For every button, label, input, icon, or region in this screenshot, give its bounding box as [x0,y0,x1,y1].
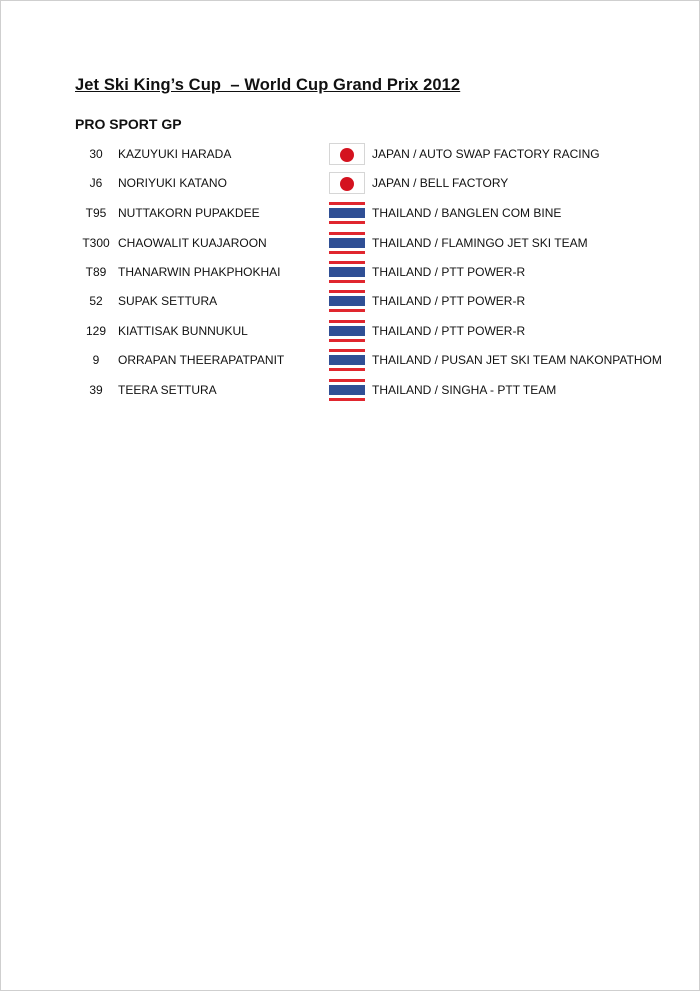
race-number: 52 [89,294,103,308]
thailand-flag-icon [329,232,365,254]
race-number: T95 [85,206,107,220]
entry-row [1,349,699,373]
race-number: T89 [85,265,107,279]
entry-row [1,202,699,226]
race-number: T300 [82,236,110,250]
rider-name: KIATTISAK BUNNUKUL [118,324,248,338]
thailand-flag-icon [329,290,365,312]
thailand-flag-icon [329,349,365,371]
race-number: 129 [85,324,107,338]
thailand-flag-icon [329,261,365,283]
japan-flag-icon [329,172,365,194]
thailand-flag-icon [329,379,365,401]
rider-name: KAZUYUKI HARADA [118,147,232,161]
country-team: THAILAND / PTT POWER-R [372,294,526,308]
rider-name: ORRAPAN THEERAPATPANIT [118,353,285,367]
country-team: THAILAND / PUSAN JET SKI TEAM NAKONPATHOM [372,353,662,367]
race-number: 9 [92,353,100,367]
rider-name: NUTTAKORN PUPAKDEE [118,206,260,220]
country-team: THAILAND / BANGLEN COM BINE [372,206,562,220]
entry-row [1,143,699,167]
rider-name: TEERA SETTURA [118,383,217,397]
entry-row [1,261,699,285]
rider-name: NORIYUKI KATANO [118,176,227,190]
section-heading: PRO SPORT GP [75,116,182,132]
rider-name: CHAOWALIT KUAJAROON [118,236,267,250]
thailand-flag-icon [329,202,365,224]
country-team: THAILAND / PTT POWER-R [372,265,526,279]
entry-row [1,172,699,196]
entry-row [1,290,699,314]
race-number: 30 [89,147,103,161]
document-title: Jet Ski King’s Cup – World Cup Grand Prix 2012 [75,76,461,94]
country-team: JAPAN / AUTO SWAP FACTORY RACING [372,147,600,161]
country-team: THAILAND / FLAMINGO JET SKI TEAM [372,236,588,250]
country-team: THAILAND / PTT POWER-R [372,324,526,338]
entry-row [1,379,699,403]
thailand-flag-icon [329,320,365,342]
race-number: J6 [89,176,103,190]
race-number: 39 [89,383,103,397]
rider-name: SUPAK SETTURA [118,294,218,308]
country-team: THAILAND / SINGHA - PTT TEAM [372,383,557,397]
rider-name: THANARWIN PHAKPHOKHAI [118,265,281,279]
entry-row [1,232,699,256]
entry-row [1,320,699,344]
country-team: JAPAN / BELL FACTORY [372,176,509,190]
japan-flag-icon [329,143,365,165]
